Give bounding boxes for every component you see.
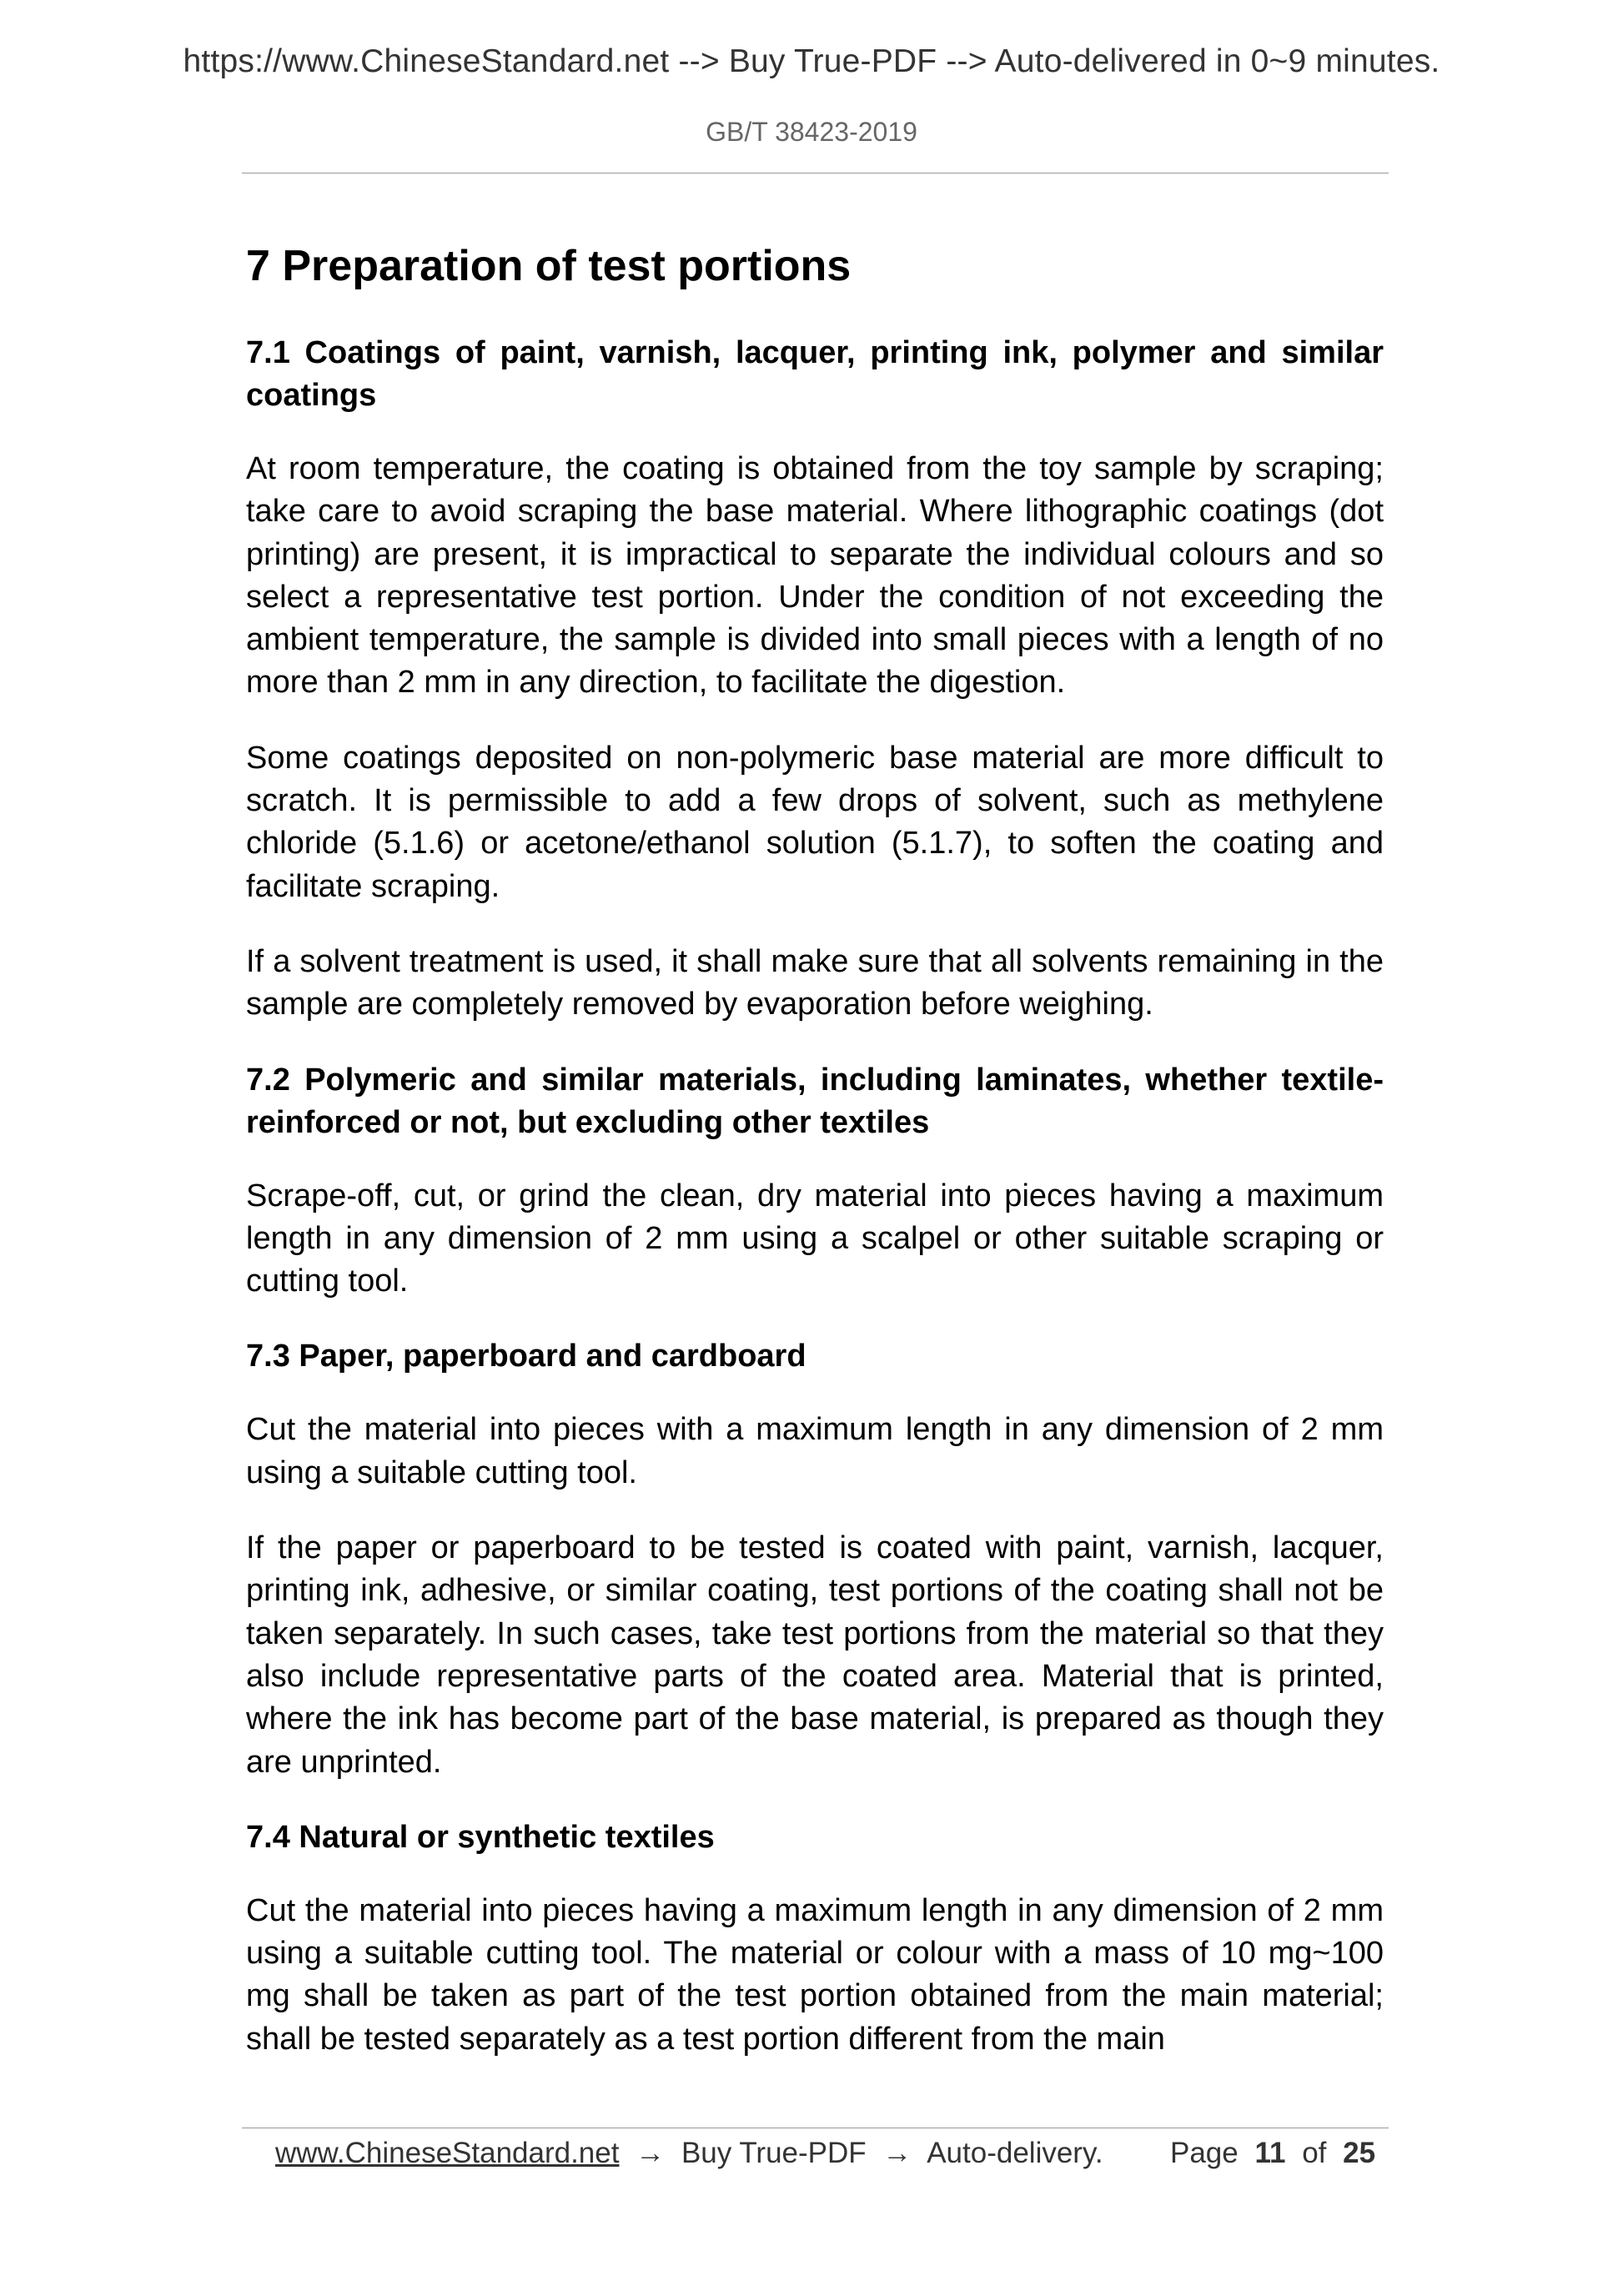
standard-code: GB/T 38423-2019 bbox=[706, 117, 917, 147]
subsection-7-4 bbox=[246, 1816, 1384, 2061]
page-total: 25 bbox=[1343, 2137, 1376, 2169]
paragraph: Some coatings deposited on non-polymeric base material are more difficult to scratch. It is permissible to add a few drops of solvent, such as methylene chloride (5.1.6) or acetone/ethanol solution (5.1.7), to soften the coating and facilitate scraping. bbox=[246, 740, 1384, 904]
buy-text: Buy True-PDF bbox=[681, 2137, 867, 2169]
source-banner: https://www.ChineseStandard.net --> Buy True-PDF --> Auto-delivered in 0~9 minutes. bbox=[183, 43, 1440, 79]
page-label: Page bbox=[1170, 2137, 1239, 2169]
page-indicator bbox=[1170, 2137, 1384, 2170]
arrow-right-icon: → bbox=[882, 2137, 912, 2169]
delivery-text: Auto-delivery. bbox=[927, 2137, 1103, 2169]
subsection-heading: 7.3 Paper, paperboard and cardboard bbox=[246, 1339, 806, 1374]
arrow-right-icon: → bbox=[636, 2137, 666, 2169]
paragraph: Cut the material into pieces with a maximum length in any dimension of 2 mm using a suitable cutting tool. bbox=[246, 1412, 1384, 1490]
paragraph: If a solvent treatment is used, it shall make sure that all solvents remaining in the sample are completely removed by evaporation before weighing. bbox=[246, 943, 1384, 1022]
of-label: of bbox=[1302, 2137, 1327, 2169]
subsection-7-3 bbox=[246, 1335, 1384, 1783]
subsection-7-2 bbox=[246, 1059, 1384, 1304]
subsection-heading: 7.4 Natural or synthetic textiles bbox=[246, 1819, 715, 1855]
section-title: 7 Preparation of test portions bbox=[246, 242, 852, 290]
paragraph: Scrape-off, cut, or grind the clean, dry material into pieces having a maximum length in any dimension of 2 mm using a scalpel or other suitable scraping or cutting tool. bbox=[246, 1178, 1384, 1299]
footer-links bbox=[275, 2137, 1103, 2170]
subsection-7-1 bbox=[246, 332, 1384, 1027]
site-link[interactable]: www.ChineseStandard.net bbox=[275, 2137, 620, 2169]
subsection-heading: 7.2 Polymeric and similar materials, including laminates, whether textile-reinforced or not, but excluding other textiles bbox=[246, 1062, 1384, 1140]
paragraph: If the paper or paperboard to be tested is coated with paint, varnish, lacquer, printing ink, adhesive, or similar coating, test portions of the coating shall not be taken separately. In such cases, take test portions from the material so that they also include representative parts of the coated area. Material that is printed, where the ink has become part of the base material, is prepared as though they are unprinted. bbox=[246, 1530, 1384, 1780]
paragraph: Cut the material into pieces having a maximum length in any dimension of 2 mm using a suitable cutting tool. The material or colour with a mass of 10 mg~100 mg shall be taken as part of the test portion obtained from the main material; shall be tested separately as a test portion different from the main bbox=[246, 1892, 1384, 2057]
subsection-heading: 7.1 Coatings of paint, varnish, lacquer, printing ink, polymer and similar coatings bbox=[246, 335, 1384, 413]
page-number: 11 bbox=[1254, 2137, 1286, 2169]
document-body bbox=[246, 239, 1384, 2061]
paragraph: At room temperature, the coating is obtained from the toy sample by scraping; take care to avoid scraping the base material. Where lithographic coatings (dot printing) are present, it is impractical to separate the individual colours and so select a representative test portion. Under the condition of not exceeding the ambient temperature, the sample is divided into small pieces with a length of no more than 2 mm in any direction, to facilitate the digestion. bbox=[246, 451, 1384, 701]
